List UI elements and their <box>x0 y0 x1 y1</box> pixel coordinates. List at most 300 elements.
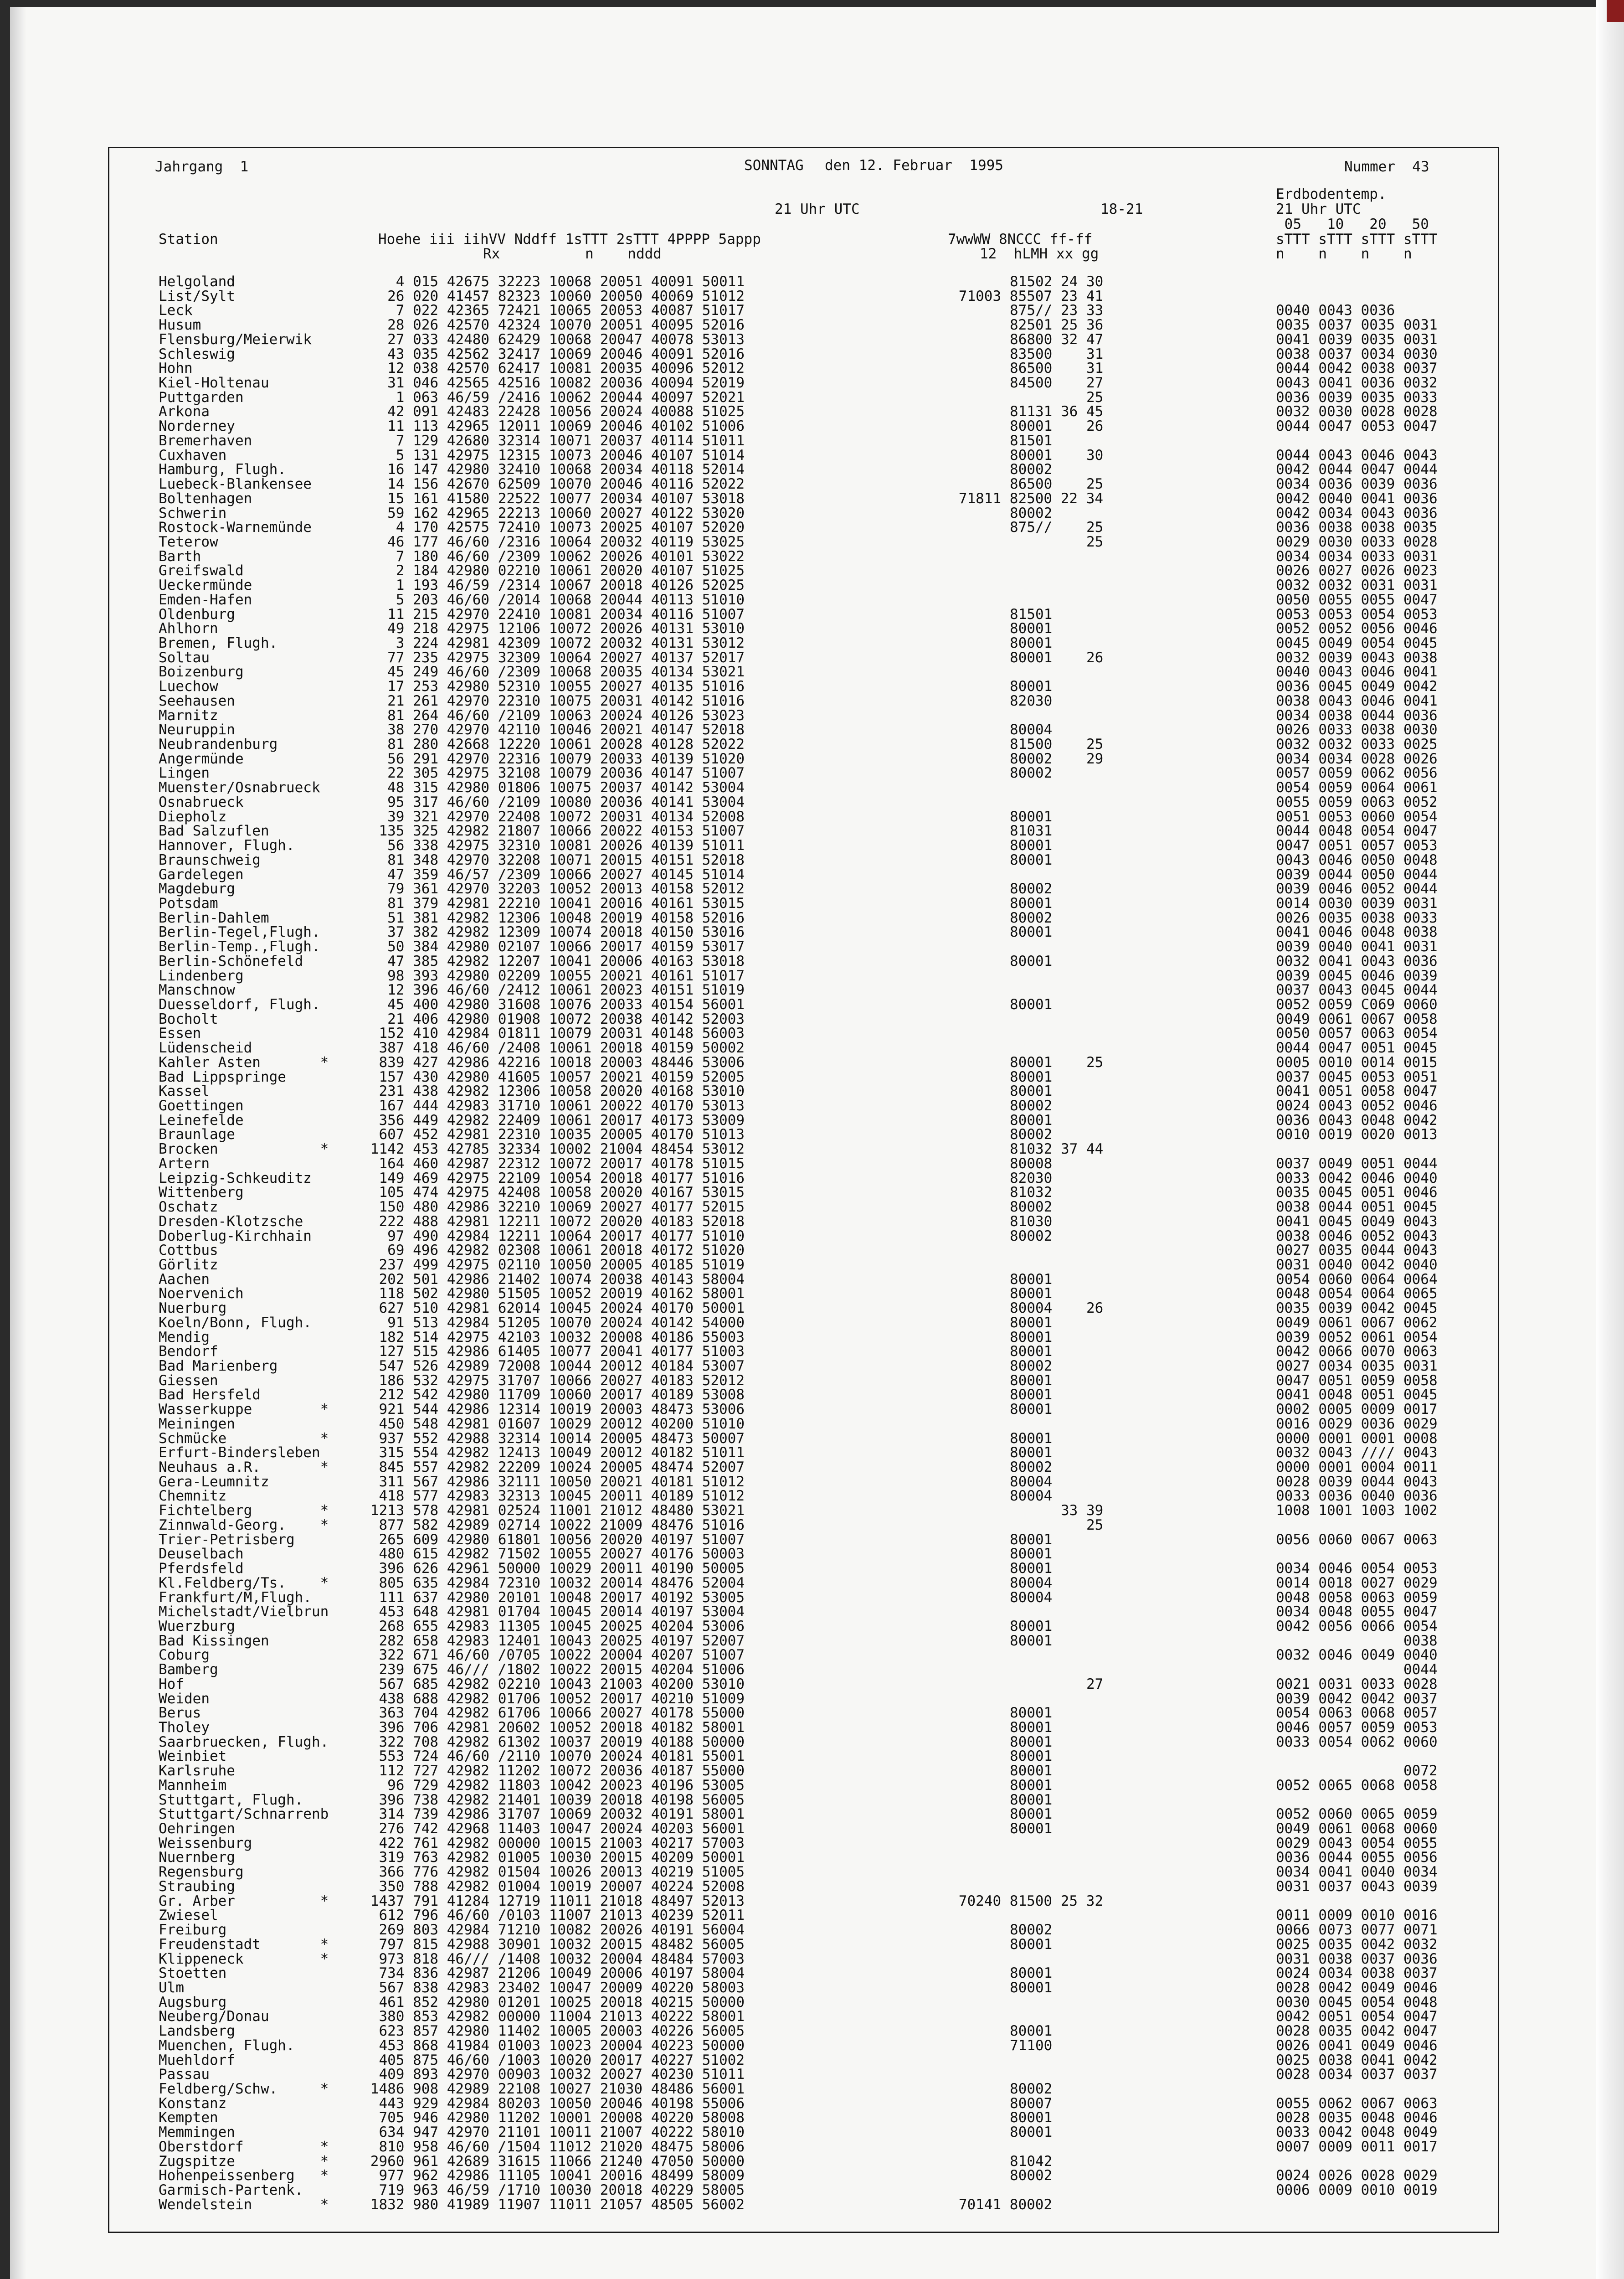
station-synop: 461 852 42980 01201 10025 20018 40215 50000 <box>379 1994 745 2011</box>
station-synop: 11 113 42965 12011 10069 20046 40102 51006 <box>387 418 745 435</box>
station-name: Bad Kissingen <box>159 1632 269 1649</box>
station-name: Boltenhagen <box>159 490 252 507</box>
station-name: Zugspitze * <box>159 2153 329 2170</box>
station-name: Lüdenscheid <box>159 1040 252 1057</box>
station-name: Memmingen <box>159 2124 235 2141</box>
group-8nccc-wind: 80001 <box>1010 1560 1053 1577</box>
soil-temps: 0036 0039 0035 0033 <box>1276 389 1438 406</box>
station-synop: 877 582 42989 02714 10022 21009 48476 51016 <box>379 1516 745 1533</box>
station-name: Bad Hersfeld <box>159 1387 261 1403</box>
station-name: Augsburg <box>159 1994 227 2011</box>
station-name: Muenster/Osnabrueck <box>159 779 320 796</box>
table-row <box>0 389 1504 404</box>
station-name: Michelstadt/Vielbrun <box>159 1604 329 1620</box>
table-row <box>0 418 1504 433</box>
soil-temps: 0036 0043 0048 0042 <box>1276 1112 1438 1129</box>
station-synop: 547 526 42989 72008 10044 20012 40184 53007 <box>379 1358 745 1374</box>
col-codes-2b: 12 hLMH xx gg <box>980 246 1099 262</box>
soil-temps: 0044 0042 0038 0037 <box>1276 360 1438 377</box>
station-name: Soltau <box>159 649 210 666</box>
table-row <box>0 1806 1504 1823</box>
station-synop: 22 305 42975 32108 10079 20036 40147 51007 <box>387 765 745 782</box>
soil-temps: 0056 0060 0067 0063 <box>1276 1531 1438 1548</box>
table-row <box>0 476 1504 493</box>
station-name: Garmisch-Partenk. <box>159 2182 303 2199</box>
col-station: Station <box>159 231 218 247</box>
table-row <box>0 1300 1504 1315</box>
soil-temps: 0050 0057 0063 0054 <box>1276 1025 1438 1042</box>
table-row <box>0 1372 1504 1387</box>
station-synop: 37 382 42982 12309 10074 20018 40150 53016 <box>387 924 745 941</box>
table-row <box>0 534 1504 548</box>
soil-temps: 0032 0041 0043 0036 <box>1276 953 1438 969</box>
group-8nccc-wind: 81500 25 <box>1010 736 1104 753</box>
station-name: Weiden <box>159 1690 210 1707</box>
table-row <box>0 1459 1504 1474</box>
table-row <box>0 1416 1504 1430</box>
group-8nccc-wind: 25 <box>1010 533 1104 550</box>
group-8nccc-wind: 80001 <box>1010 1068 1053 1085</box>
group-8nccc-wind: 80001 <box>1010 2109 1053 2126</box>
station-synop: 265 609 42980 61801 10056 20020 40197 51007 <box>379 1531 745 1548</box>
station-synop: 973 818 46/// /1408 10032 20004 48484 57003 <box>379 1950 745 1967</box>
station-name: Landsberg <box>159 2023 235 2040</box>
soil-temps: 0052 0065 0068 0058 <box>1276 1777 1438 1794</box>
station-synop: 839 427 42986 42216 10018 20003 48446 53006 <box>379 1054 745 1071</box>
station-name: Puttgarden <box>159 389 244 406</box>
station-synop: 50 384 42980 02107 10066 20017 40159 53017 <box>387 938 745 955</box>
soil-temps: 0031 0040 0042 0040 <box>1276 1256 1438 1273</box>
soil-temps: 0034 0034 0028 0026 <box>1276 750 1438 767</box>
station-synop: 56 291 42970 22316 10079 20033 40139 51020 <box>387 750 745 767</box>
soil-temps: 0033 0054 0062 0060 <box>1276 1733 1438 1750</box>
table-row <box>0 895 1504 910</box>
table-row <box>0 2153 1504 2168</box>
table-row <box>0 548 1504 563</box>
soil-temps: 0010 0019 0020 0013 <box>1276 1126 1438 1143</box>
station-synop: 3 224 42981 42309 10072 20032 40131 53012 <box>396 635 745 651</box>
group-8nccc-wind: 80001 <box>1010 620 1053 637</box>
table-row <box>0 1676 1504 1691</box>
soil-temps: 0037 0043 0045 0044 <box>1276 982 1438 999</box>
soil-temps: 0027 0035 0044 0043 <box>1276 1242 1438 1259</box>
soil-temps: 0052 0052 0056 0046 <box>1276 620 1438 637</box>
station-synop: 418 577 42983 32313 10045 20011 40189 51012 <box>379 1488 745 1505</box>
group-8nccc-wind: 81042 <box>1010 2153 1053 2170</box>
soil-temps: 0041 0045 0049 0043 <box>1276 1213 1438 1230</box>
group-8nccc-wind: 80001 <box>1010 996 1053 1013</box>
soil-temps: 0032 0032 0033 0025 <box>1276 736 1438 753</box>
station-name: Brocken * <box>159 1141 329 1158</box>
table-row <box>0 360 1504 375</box>
station-synop: 2960 961 42689 31615 11066 21240 47050 50000 <box>370 2153 745 2170</box>
group-8nccc-wind: 80001 <box>1010 1546 1053 1562</box>
station-synop: 627 510 42981 62014 10045 20024 40170 50001 <box>379 1300 745 1317</box>
station-name: Luebeck-Blankensee <box>159 476 312 493</box>
soil-temps: 0035 0045 0051 0046 <box>1276 1184 1438 1201</box>
station-synop: 46 177 46/60 /2316 10064 20032 40119 53025 <box>387 533 745 550</box>
table-row <box>0 2037 1504 2052</box>
station-name: Muenchen, Flugh. <box>159 2037 295 2054</box>
soil-temps: 0039 0044 0050 0044 <box>1276 866 1438 883</box>
table-row <box>0 592 1504 606</box>
station-synop: 39 321 42970 22408 10072 20031 40134 52008 <box>387 808 745 825</box>
table-row <box>0 1242 1504 1257</box>
soil-temps: 0038 0044 0051 0045 <box>1276 1199 1438 1216</box>
station-synop: 719 963 46/59 /1710 10030 20018 40229 58005 <box>379 2182 745 2199</box>
soil-temps: 0034 0048 0055 0047 <box>1276 1604 1438 1620</box>
station-name: Schleswig <box>159 345 235 362</box>
station-synop: 15 161 41580 22522 10077 20034 40107 53018 <box>387 490 745 507</box>
station-name: Regensburg <box>159 1864 244 1881</box>
group-8nccc-wind: 81131 36 45 <box>1010 403 1104 420</box>
soil-temps: 0048 0054 0064 0065 <box>1276 1285 1438 1302</box>
station-name: Diepholz <box>159 808 227 825</box>
group-8nccc-wind: 875// 25 <box>1010 519 1104 536</box>
station-synop: 81 264 46/60 /2109 10063 20024 40126 53023 <box>387 707 745 724</box>
station-name: Chemnitz <box>159 1488 227 1505</box>
station-synop: 11 215 42970 22410 10081 20034 40116 51007 <box>387 606 745 623</box>
station-synop: 409 893 42970 00903 10032 20027 40230 51011 <box>379 2066 745 2083</box>
station-name: Berlin-Temp.,Flugh. <box>159 938 320 955</box>
table-row <box>0 1257 1504 1271</box>
station-synop: 350 788 42982 01004 10019 20007 40224 52008 <box>379 1878 745 1895</box>
table-row <box>0 375 1504 392</box>
station-name: Nuernberg <box>159 1849 235 1866</box>
station-synop: 167 444 42983 31710 10061 20022 40170 53013 <box>379 1098 745 1114</box>
station-synop: 12 038 42570 62417 10081 20035 40096 52012 <box>387 360 745 377</box>
group-8nccc-wind: 80001 <box>1010 851 1053 868</box>
station-name: Neuberg/Donau <box>159 2008 269 2025</box>
station-synop: 69 496 42982 02308 10061 20018 40172 51020 <box>387 1242 745 1259</box>
group-8nccc-wind: 80001 <box>1010 1705 1053 1722</box>
soil-temps: 0029 0030 0033 0028 <box>1276 533 1438 550</box>
table-row <box>0 2023 1504 2040</box>
station-synop: 623 857 42980 11402 10005 20003 40226 56005 <box>379 2023 745 2040</box>
soil-temps: 0048 0058 0063 0059 <box>1276 1589 1438 1606</box>
station-name: Fichtelberg * <box>159 1502 329 1519</box>
soil-temps: 0043 0046 0050 0048 <box>1276 851 1438 868</box>
station-synop: 5 131 42975 12315 10073 20046 40107 51014 <box>396 447 745 464</box>
group-8nccc-wind: 80001 <box>1010 678 1053 695</box>
station-synop: 268 655 42983 11305 10045 20025 40204 53006 <box>379 1618 745 1634</box>
soil-temps: 0038 0037 0034 0030 <box>1276 345 1438 362</box>
station-synop: 366 776 42982 01504 10026 20013 40219 51005 <box>379 1864 745 1881</box>
station-synop: 977 962 42986 11105 10041 20016 48499 58009 <box>379 2167 745 2184</box>
table-row <box>0 693 1504 707</box>
station-synop: 38 270 42970 42110 10046 20021 40147 52018 <box>387 722 745 738</box>
table-row <box>0 1054 1504 1069</box>
station-name: Braunlage <box>159 1126 235 1143</box>
group-8nccc-wind: 82030 <box>1010 1170 1053 1186</box>
station-synop: 157 430 42980 41605 10057 20021 40159 52005 <box>379 1068 745 1085</box>
table-row <box>0 722 1504 736</box>
station-synop: 363 704 42982 61706 10066 20027 40178 55000 <box>379 1705 745 1722</box>
table-row <box>0 1922 1504 1939</box>
table-row <box>0 881 1504 895</box>
station-synop: 634 947 42970 21101 10011 21007 40222 58010 <box>379 2124 745 2141</box>
soil-temps: 0007 0009 0011 0017 <box>1276 2138 1438 2155</box>
station-name: Angermünde <box>159 750 244 767</box>
station-name: Schwerin <box>159 505 227 521</box>
soil-temps: 0049 0061 0067 0062 <box>1276 1314 1438 1331</box>
station-name: Freiburg <box>159 1922 227 1939</box>
station-name: Görlitz <box>159 1256 218 1273</box>
table-row <box>0 953 1504 968</box>
soil-temps: 0037 0045 0053 0051 <box>1276 1068 1438 1085</box>
group-8nccc-wind: 80001 30 <box>1010 447 1104 464</box>
table-row <box>0 837 1504 852</box>
group-8nccc-wind: 80002 <box>1010 1358 1053 1374</box>
station-synop: 98 393 42980 02209 10055 20021 40161 51017 <box>387 967 745 984</box>
table-row <box>0 1546 1504 1560</box>
soil-temps: 0040 0043 0046 0041 <box>1276 664 1438 681</box>
group-8nccc-wind: 25 <box>1010 1516 1104 1533</box>
group-8nccc-wind: 80002 <box>1010 1459 1053 1476</box>
group-8nccc-wind: 80002 <box>1010 1227 1053 1244</box>
station-synop: 149 469 42975 22109 10054 20018 40177 51016 <box>379 1170 745 1186</box>
station-synop: 612 796 46/60 /0103 11007 21013 40239 52011 <box>379 1907 745 1924</box>
station-name: Bocholt <box>159 1011 218 1027</box>
group-8nccc-wind: 86800 32 47 <box>1010 331 1104 348</box>
station-name: Leck <box>159 302 193 319</box>
station-synop: 422 761 42982 00000 10015 21003 40217 57003 <box>379 1835 745 1851</box>
station-synop: 31 046 42565 42516 10082 20036 40094 52019 <box>387 375 745 392</box>
station-synop: 797 815 42988 30901 10032 20015 48482 56005 <box>379 1936 745 1953</box>
soil-temps: 0039 0042 0042 0037 <box>1276 1690 1438 1707</box>
soil-temps: 0039 0040 0041 0031 <box>1276 938 1438 955</box>
station-name: Braunschweig <box>159 851 261 868</box>
station-synop: 150 480 42986 32210 10069 20027 40177 52015 <box>379 1199 745 1216</box>
table-row <box>0 606 1504 621</box>
table-row <box>0 1474 1504 1488</box>
table-row <box>0 938 1504 953</box>
table-row <box>0 664 1504 681</box>
group-8nccc-wind: 80001 <box>1010 1329 1053 1346</box>
table-row <box>0 1401 1504 1416</box>
station-synop: 396 738 42982 21401 10039 20018 40198 56005 <box>379 1791 745 1808</box>
station-name: Ueckermünde <box>159 577 252 594</box>
soil-temps: 0014 0018 0027 0029 <box>1276 1574 1438 1591</box>
group-8nccc-wind: 80001 <box>1010 1719 1053 1736</box>
station-name: Hohenpeissenberg * <box>159 2167 329 2184</box>
station-name: Osnabrueck <box>159 794 244 810</box>
soil-temps: 0052 0060 0065 0059 <box>1276 1806 1438 1823</box>
soil-temps: 0032 0046 0049 0040 <box>1276 1647 1438 1664</box>
station-name: Flensburg/Meierwik <box>159 331 312 348</box>
station-synop: 45 400 42980 31608 10076 20033 40154 56001 <box>387 996 745 1013</box>
station-name: Oehringen <box>159 1820 235 1837</box>
table-row <box>0 2066 1504 2081</box>
table-row <box>0 1907 1504 1922</box>
table-row <box>0 1430 1504 1445</box>
station-name: Gr. Arber * <box>159 1892 329 1909</box>
station-synop: 21 406 42980 01908 10072 20038 40142 52003 <box>387 1011 745 1027</box>
station-synop: 1832 980 41989 11907 11011 21057 48505 56002 <box>370 2196 745 2213</box>
soil-temps: 0024 0034 0038 0037 <box>1276 1965 1438 1982</box>
group-8nccc-wind: 71100 <box>1010 2037 1053 2054</box>
station-name: Stuttgart, Flugh. <box>159 1791 303 1808</box>
soil-temps: 0000 0001 0004 0011 <box>1276 1459 1438 1476</box>
table-row <box>0 346 1504 361</box>
station-synop: 921 544 42986 12314 10019 20003 48473 53006 <box>379 1401 745 1418</box>
soil-temps: 0028 0034 0037 0037 <box>1276 2066 1438 2083</box>
station-name: Ahlhorn <box>159 620 218 637</box>
table-row <box>0 2182 1504 2197</box>
station-name: Helgoland <box>159 273 235 290</box>
table-row <box>0 1343 1504 1358</box>
group-8nccc-wind: 80001 <box>1010 895 1053 912</box>
soil-temps: 0039 0046 0052 0044 <box>1276 881 1438 897</box>
station-name: Dresden-Klotzsche <box>159 1213 303 1230</box>
station-name: Mannheim <box>159 1777 227 1794</box>
soil-temps: 0034 0041 0040 0034 <box>1276 1864 1438 1881</box>
table-row <box>0 1387 1504 1401</box>
soil-temps: 0014 0030 0039 0031 <box>1276 895 1438 912</box>
soil-temps: 0055 0059 0063 0052 <box>1276 794 1438 810</box>
station-name: Saarbruecken, Flugh. <box>159 1733 329 1750</box>
station-name: Oschatz <box>159 1199 218 1216</box>
station-synop: 356 449 42982 22409 10061 20017 40173 53009 <box>379 1112 745 1129</box>
soil-temps: 0028 0035 0048 0046 <box>1276 2109 1438 2126</box>
station-synop: 81 348 42970 32208 10071 20015 40151 52018 <box>387 851 745 868</box>
soil-temps: 0038 0043 0046 0041 <box>1276 692 1438 709</box>
station-name: Weissenburg <box>159 1835 252 1851</box>
group-8nccc-wind: 80001 <box>1010 1979 1053 1996</box>
station-synop: 7 180 46/60 /2309 10062 20026 40101 53022 <box>396 548 745 565</box>
soil-temps: 0049 0061 0067 0058 <box>1276 1011 1438 1027</box>
table-row <box>0 1329 1504 1344</box>
station-synop: 450 548 42981 01607 10029 20012 40200 51010 <box>379 1415 745 1432</box>
station-synop: 315 554 42982 12413 10049 20012 40182 51011 <box>379 1444 745 1461</box>
soil-temps: 0051 0053 0060 0054 <box>1276 808 1438 825</box>
station-synop: 443 929 42984 80203 10050 20046 40198 55006 <box>379 2095 745 2112</box>
group-8nccc-wind: 83500 31 <box>1010 345 1104 362</box>
table-row <box>0 1777 1504 1792</box>
group-8nccc-wind: 80001 <box>1010 1806 1053 1823</box>
soil-temps: 0053 0053 0054 0053 <box>1276 606 1438 623</box>
station-synop: 1437 791 41284 12719 11011 21018 48497 52013 <box>370 1892 745 1909</box>
soil-temps: 0042 0056 0066 0054 <box>1276 1618 1438 1634</box>
table-row <box>0 1531 1504 1546</box>
station-synop: 222 488 42981 12211 10072 20020 40183 52018 <box>379 1213 745 1230</box>
table-row <box>0 1893 1504 1908</box>
station-name: Artern <box>159 1155 210 1172</box>
group-8nccc-wind: 82030 <box>1010 692 1053 709</box>
station-name: Magdeburg <box>159 881 235 897</box>
group-8nccc-wind: 80002 <box>1010 909 1053 926</box>
station-synop: 111 637 42980 20101 10048 20017 40192 53005 <box>379 1589 745 1606</box>
station-name: Erfurt-Bindersleben <box>159 1444 320 1461</box>
table-row <box>0 852 1504 866</box>
table-row <box>0 823 1504 840</box>
station-synop: 705 946 42980 11202 10001 20008 40220 58008 <box>379 2109 745 2126</box>
station-name: Berlin-Tegel,Flugh. <box>159 924 320 941</box>
station-synop: 380 853 42982 00000 11004 21013 40222 58001 <box>379 2008 745 2025</box>
station-name: Cuxhaven <box>159 447 227 464</box>
soil-temps: 0027 0034 0035 0031 <box>1276 1358 1438 1374</box>
soil-temps: 0029 0043 0054 0055 <box>1276 1835 1438 1851</box>
station-name: Bad Salzuflen <box>159 823 269 840</box>
soil-temps: 0032 0030 0028 0028 <box>1276 403 1438 420</box>
station-name: Neubrandenburg <box>159 736 278 753</box>
table-row <box>0 1604 1504 1618</box>
table-row <box>0 1083 1504 1098</box>
station-name: Kahler Asten * <box>159 1054 329 1071</box>
station-name: Berlin-Schönefeld <box>159 953 303 969</box>
table-row <box>0 620 1504 635</box>
soil-temps: 0034 0046 0054 0053 <box>1276 1560 1438 1577</box>
station-name: Berus <box>159 1705 201 1722</box>
soil-temps: 0026 0041 0049 0046 <box>1276 2037 1438 2054</box>
station-synop: 396 706 42981 20602 10052 20018 40182 58001 <box>379 1719 745 1736</box>
station-synop: 269 803 42984 71210 10082 20026 40191 56004 <box>379 1922 745 1939</box>
group-8nccc-wind: 81501 <box>1010 432 1053 449</box>
soil-temps: 0025 0038 0041 0042 <box>1276 2052 1438 2068</box>
station-name: Frankfurt/M,Flugh. <box>159 1589 312 1606</box>
table-row <box>0 794 1504 809</box>
station-synop: 79 361 42970 32203 10052 20013 40158 52012 <box>387 881 745 897</box>
group-8nccc-wind: 80001 <box>1010 953 1053 969</box>
table-row <box>0 1661 1504 1676</box>
station-synop: 396 626 42961 50000 10029 20011 40190 50005 <box>379 1560 745 1577</box>
station-synop: 182 514 42975 42103 10032 20008 40186 55003 <box>379 1329 745 1346</box>
station-synop: 322 671 46/60 /0705 10022 20004 40207 51007 <box>379 1647 745 1664</box>
station-name: Goettingen <box>159 1098 244 1114</box>
soil-temps: 0049 0061 0068 0060 <box>1276 1820 1438 1837</box>
soil-temps: 0028 0039 0044 0043 <box>1276 1473 1438 1490</box>
table-row <box>0 1488 1504 1505</box>
station-synop: 21 261 42970 22310 10075 20031 40142 51016 <box>387 692 745 709</box>
group-8nccc-wind: 84500 27 <box>1010 375 1104 392</box>
group-8nccc-wind: 80001 <box>1010 1748 1053 1765</box>
station-synop: 59 162 42965 22213 10060 20027 40122 53020 <box>387 505 745 521</box>
table-row <box>0 1994 1504 2009</box>
table-row <box>0 765 1504 782</box>
station-synop: 2 184 42980 02210 10061 20020 40107 51025 <box>396 562 745 579</box>
station-name: Giessen <box>159 1372 218 1389</box>
table-row <box>0 1820 1504 1835</box>
group-8nccc-wind: 80002 29 <box>1010 750 1104 767</box>
group-8nccc-wind: 81501 <box>1010 606 1053 623</box>
station-name: Boizenburg <box>159 664 244 681</box>
table-row <box>0 809 1504 823</box>
table-row <box>0 1358 1504 1372</box>
station-synop: 237 499 42975 02110 10050 20005 40185 51019 <box>379 1256 745 1273</box>
station-synop: 1142 453 42785 32334 10002 21004 48454 53012 <box>370 1141 745 1158</box>
station-name: Kempten <box>159 2109 218 2126</box>
table-row <box>0 2197 1504 2211</box>
soil-temps: 0036 0038 0038 0035 <box>1276 519 1438 536</box>
table-row <box>0 1155 1504 1170</box>
station-synop: 135 325 42982 21807 10066 20022 40153 51007 <box>379 823 745 840</box>
station-name: Wittenberg <box>159 1184 244 1201</box>
soil-temps: 0036 0045 0049 0042 <box>1276 678 1438 695</box>
soil-temps: 0030 0045 0054 0048 <box>1276 1994 1438 2011</box>
station-name: Gera-Leumnitz <box>159 1473 269 1490</box>
soil-temps: 0044 0047 0051 0045 <box>1276 1040 1438 1057</box>
table-row <box>0 779 1504 794</box>
station-synop: 567 685 42982 02210 10043 21003 40200 53010 <box>379 1676 745 1692</box>
soil-temps: 0016 0029 0036 0029 <box>1276 1415 1438 1432</box>
table-row <box>0 490 1504 505</box>
table-row <box>0 1980 1504 1994</box>
group-8nccc-wind: 80001 <box>1010 635 1053 651</box>
station-name: Stoetten <box>159 1965 227 1982</box>
table-row <box>0 1199 1504 1216</box>
group-8nccc-wind: 80001 <box>1010 1343 1053 1360</box>
station-name: Bamberg <box>159 1661 218 1678</box>
